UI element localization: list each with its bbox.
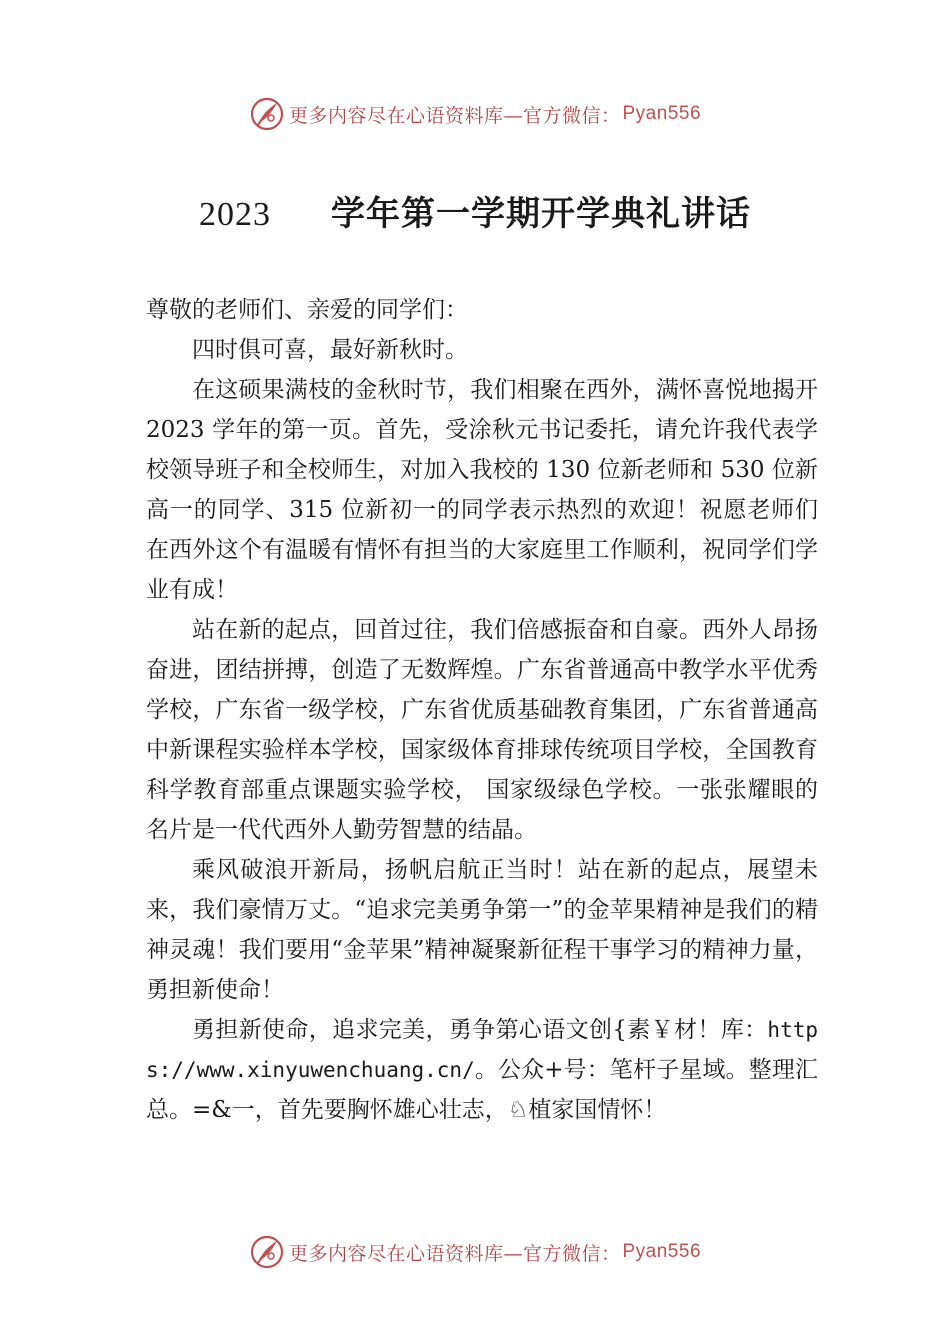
- quill-logo-icon: [249, 96, 285, 132]
- speech-body: [146, 290, 818, 1130]
- title-main: 学年第一学期开学典礼讲话: [331, 194, 751, 234]
- paragraph-5: [146, 1010, 818, 1130]
- quill-logo-icon: [249, 1234, 285, 1270]
- paragraph-2: 在这硕果满枝的金秋时节，我们相聚在西外，满怀喜悦地揭开 2023 学年的第一页。首先，受涂秋元书记委托，请允许我代表学校领导班子和全校师生，对加入我校的 130 位新老师和 530 位新高一的同学、315 位新初一的同学表示热烈的欢迎！祝愿老师们在西外这个有温暖有情怀有担当的大家庭里工作顺利，祝同学们学业有成！: [146, 377, 818, 603]
- paragraph-5-end: 。公众+号：笔杆子星域。整理汇总。=&一，首先要胸怀雄心壮志，♘植家国情怀！: [146, 1057, 818, 1123]
- banner-wechat-id: Pyan556: [622, 103, 702, 124]
- paragraph-3: 站在新的起点，回首过往，我们倍感振奋和自豪。西外人昂扬奋进，团结拼搏，创造了无数辉煌。广东省普通高中教学水平优秀学校，广东省一级学校，广东省优质基础教育集团，广东省普通高中新课程实验样本学校，国家级体育排球传统项目学校，全国教育科学教育部重点课题实验学校， 国家级绿色学校。一张张耀眼的名片是一代代西外人勤劳智慧的结晶。: [146, 617, 818, 843]
- page-title: [0, 186, 950, 235]
- title-year: 2023: [199, 196, 271, 233]
- header-watermark-banner: [0, 94, 950, 134]
- source-url-text: https://www.xinyuwenchuang.cn/: [146, 1018, 818, 1082]
- paragraph-1: 四时俱可喜，最好新秋时。: [192, 337, 468, 363]
- banner-text: 更多内容尽在心语资料库—官方微信：: [288, 1242, 621, 1265]
- paragraph-5-start: 勇担新使命，追求完美，勇争第心语文创{素￥材！库：: [192, 1017, 768, 1043]
- footer-watermark-banner: [0, 1232, 950, 1272]
- salutation: 尊敬的老师们、亲爱的同学们：: [146, 297, 468, 323]
- paragraph-4: 乘风破浪开新局，扬帆启航正当时！站在新的起点，展望未来，我们豪情万丈。“追求完美勇争第一”的金苹果精神是我们的精神灵魂！我们要用“金苹果”精神凝聚新征程干事学习的精神力量，勇担新使命！: [146, 857, 818, 1003]
- banner-wechat-id: Pyan556: [622, 1241, 702, 1262]
- banner-text: 更多内容尽在心语资料库—官方微信：: [288, 104, 621, 127]
